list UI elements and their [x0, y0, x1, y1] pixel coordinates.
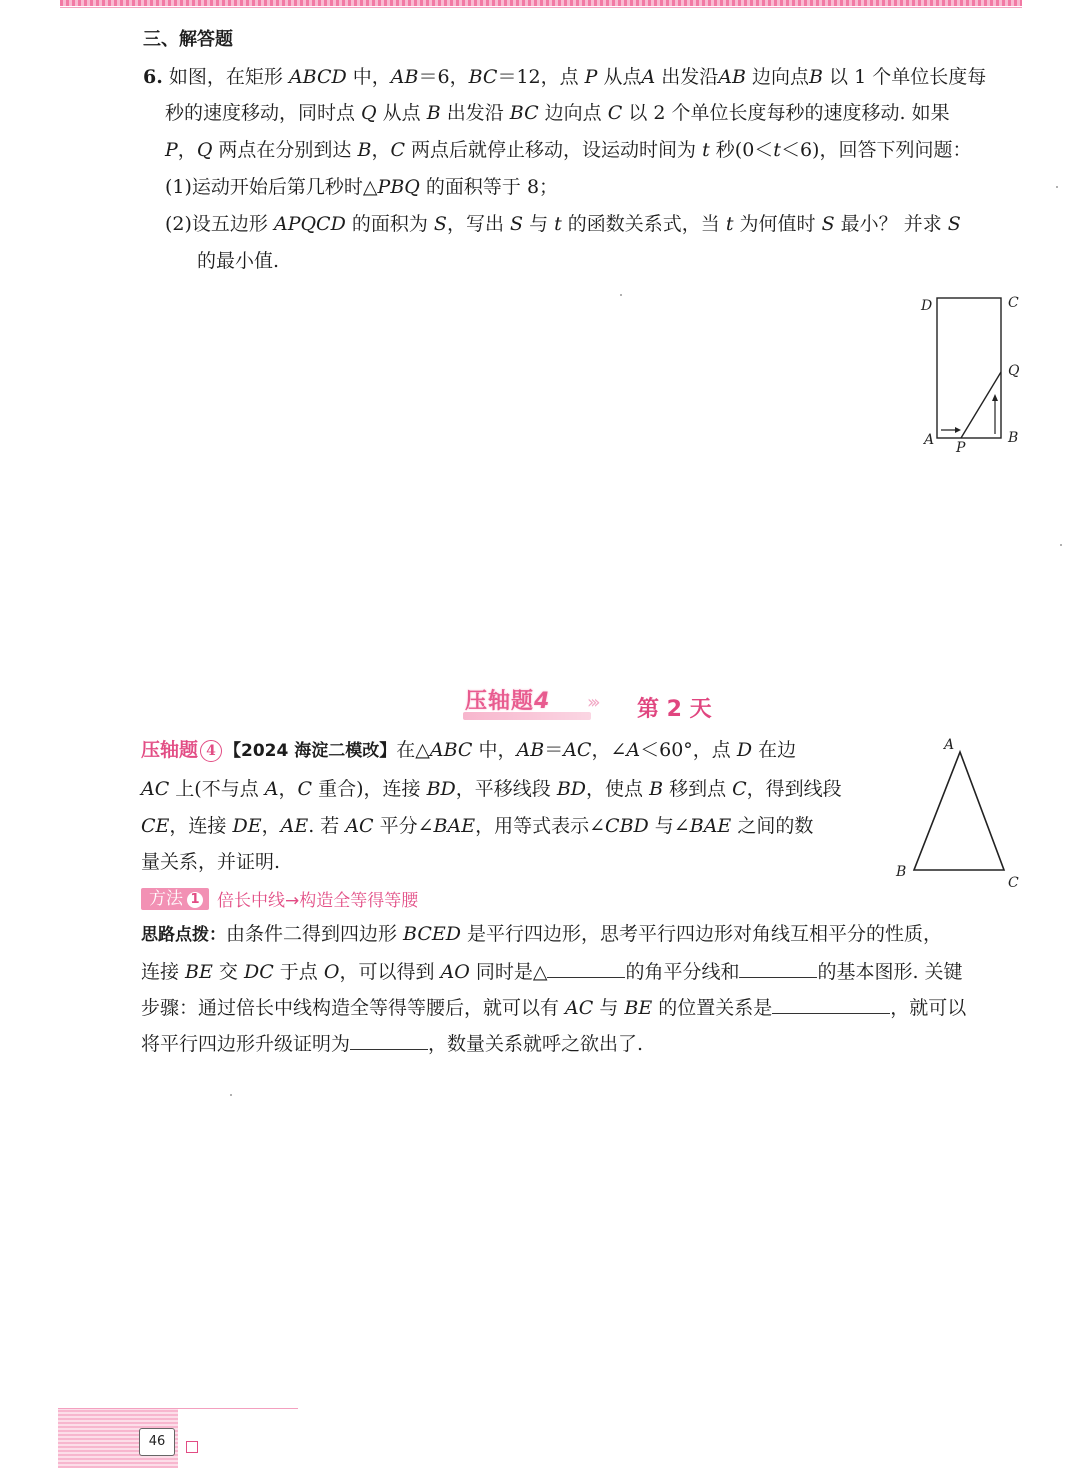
method-text: 倍长中线→构造全等得等腰 — [217, 891, 419, 911]
banner-title: 压轴题4 — [465, 689, 551, 714]
q6-part-1: (1)运动开始后第几秒时△PBQ 的面积等于 8； — [165, 176, 559, 198]
q6-line-2: 秒的速度移动，同时点 Q 从点 B 出发沿 BC 边向点 C 以 2 个单位长度每秒的速度移动. 如果 — [165, 102, 950, 124]
method-tag: 方法 1 — [141, 888, 209, 910]
rectangle-figure — [915, 290, 1025, 460]
scan-dot — [1060, 544, 1062, 546]
p4-line-3: CE，连接 DE，AE. 若 AC 平分∠BAE，用等式表示∠CBD 与∠BAE 之间的数 — [141, 815, 814, 837]
label-c: C — [1008, 875, 1019, 891]
label-b: B — [1008, 430, 1019, 446]
q6-part-2-line-2: 的最小值. — [197, 250, 280, 272]
answer-blank[interactable] — [547, 959, 625, 978]
q6-line-1: 6. 如图，在矩形 ABCD 中，AB＝6，BC＝12，点 P 从点A 出发沿AB 边向点B 以 1 个单位长度每 — [143, 66, 987, 88]
section-title: 三、解答题 — [143, 29, 233, 50]
rectangle-abcd — [937, 298, 1001, 438]
hint-line-1: 思路点拨：由条件二得到四边形 BCED 是平行四边形，思考平行四边形对角线互相平分的性质， — [141, 923, 943, 945]
square-icon — [186, 1441, 198, 1453]
answer-blank[interactable] — [739, 959, 817, 978]
footer-decor-line — [58, 1408, 298, 1409]
method-row — [141, 886, 418, 911]
day-banner — [455, 680, 725, 726]
label-q: Q — [1008, 363, 1020, 379]
arrow-p-head — [955, 427, 961, 433]
triangle-figure — [890, 730, 1025, 895]
scan-dot — [1056, 186, 1058, 188]
label-d: D — [921, 298, 933, 314]
p4-line-2: AC 上(不与点 A，C 重合)，连接 BD，平移线段 BD，使点 B 移到点 C，得到线段 — [141, 778, 842, 800]
p4-source: 【2024 海淀二模改】 — [224, 741, 397, 761]
page-number: 46 — [139, 1428, 175, 1456]
label-b: B — [896, 864, 907, 880]
p4-line-1: 压轴题 4 【2024 海淀二模改】在△ABC 中，AB＝AC，∠A＜60°，点 D 在边 — [141, 739, 797, 761]
method-number: 1 — [187, 892, 203, 908]
banner-day: 第 2 天 — [637, 697, 712, 722]
p4-line-4: 量关系，并证明. — [141, 851, 281, 873]
p4-number-badge: 4 — [200, 740, 222, 762]
scan-dot — [620, 294, 622, 296]
q6-line-3: P，Q 两点在分别到达 B，C 两点后就停止移动，设运动时间为 t 秒(0＜t＜6)，回答下列问题： — [165, 139, 972, 161]
hint-line-2: 连接 BE 交 DC 于点 O，可以得到 AO 同时是△ 的角平分线和 的基本图形. 关键 — [141, 961, 963, 983]
arrow-q-head — [992, 394, 998, 401]
label-a: A — [924, 432, 935, 448]
answer-blank[interactable] — [772, 995, 890, 1014]
answer-blank[interactable] — [350, 1031, 428, 1050]
hint-line-3: 步骤：通过倍长中线构造全等得等腰后，就可以有 AC 与 BE 的位置关系是 ，就可以 — [141, 997, 967, 1019]
triangle-abc — [914, 752, 1004, 870]
top-decor-band — [60, 0, 1022, 6]
hint-label: 思路点拨： — [141, 925, 226, 945]
label-a: A — [944, 737, 955, 753]
label-p: P — [956, 440, 966, 456]
q6-part-2: (2)设五边形 APQCD 的面积为 S，写出 S 与 t 的函数关系式，当 t 为何值时 S 最小？ 并求 S — [165, 213, 961, 235]
q6-number: 6. — [143, 66, 163, 88]
top-decor-line — [60, 7, 1022, 8]
hint-line-4: 将平行四边形升级证明为 ，数量关系就呼之欲出了. — [141, 1033, 644, 1055]
label-c: C — [1008, 295, 1019, 311]
p4-label: 压轴题 — [141, 739, 199, 761]
scan-dot — [230, 1094, 232, 1096]
chevron-icon: ››› — [587, 692, 597, 713]
